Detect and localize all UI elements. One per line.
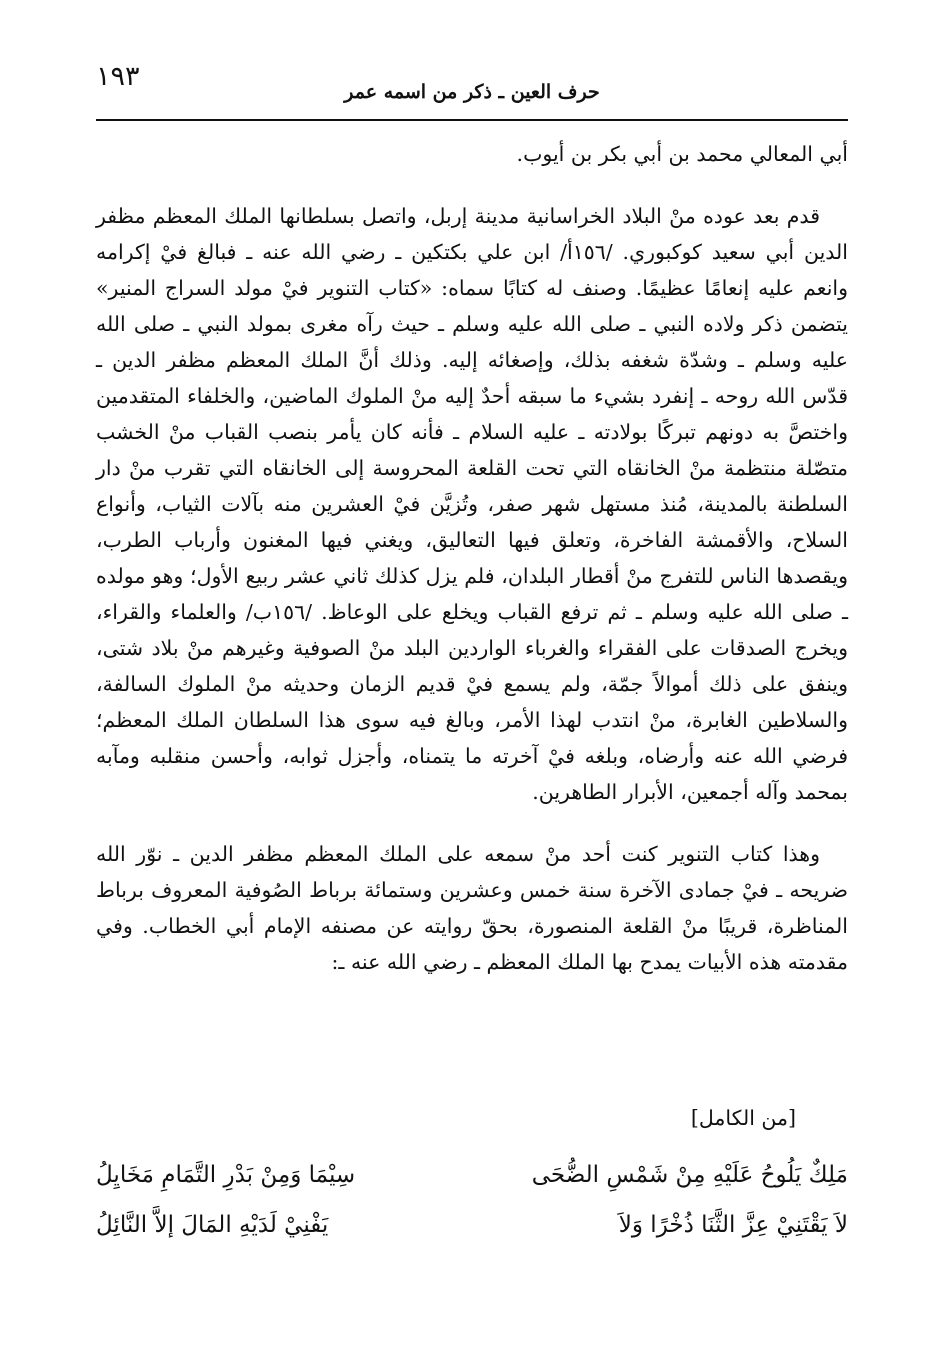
book-page [96, 52, 848, 1342]
verse-2 [96, 1200, 848, 1250]
poem [96, 1150, 848, 1250]
verse-1 [96, 1150, 848, 1200]
paragraph-continuation: أبي المعالي محمد بن أبي بكر بن أيوب. [516, 142, 848, 166]
page-header [96, 52, 848, 112]
meter-label: [من الكامل] [690, 1106, 796, 1130]
hemistich-second: سِيْمَا وَمِنْ بَدْرِ التَّمَامِ مَخَايِلُ [96, 1162, 356, 1188]
paragraph-tanwir: وهذا كتاب التنوير كنت أحد منْ سمعه على الملك المعظم مظفر الدين ـ نوّر الله ضريحه ـ فيْ جمادى الآخرة سنة خمس وعشرين وستمائة برباط الصُوفية المعروف برباط المناظرة، قريبًا منْ القلعة المنصورة، بحقّ روايته عن مصنفه الإمام أبي الخطاب. وفي مقدمته هذه الأبيات يمدح بها الملك المعظم ـ رضي الله عنه ـ: [96, 842, 848, 974]
body-text [96, 136, 848, 1006]
header-rule [96, 119, 848, 121]
hemistich-first: مَلِكٌ يَلُوحُ عَلَيْهِ مِنْ شَمْسِ الضُّحَى [531, 1162, 848, 1188]
paragraph-biography: قدم بعد عوده منْ البلاد الخراسانية مدينة إربل، واتصل بسلطانها الملك المعظم مظفر الدين أبي سعيد كوكبوري. /١٥٦أ/ ابن علي بكتكين ـ رضي الله عنه ـ فبالغ فيْ إكرامه وانعم عليه إنعامًا عظيمًا. وصنف له كتابًا سماه: «كتاب التنوير فيْ مولد السراج المنير» يتضمن ذكر ولاده النبي ـ صلى الله عليه وسلم ـ حيث رآه مغرى بمولد النبي ـ صلى الله عليه وسلم ـ وشدّة شغفه بذلك، وإصغائه إليه. وذلك أنَّ الملك المعظم مظفر الدين ـ قدّس الله روحه ـ إنفرد بشيء ما سبقه أحدٌ إليه منْ الملوك الماضين، والخلفاء المتقدمين واختصَّ به دونهم تبركًا بولادته ـ عليه السلام ـ فأنه كان يأمر بنصب القباب منْ الخشب متصّلة منتظمة منْ الخانقاه التي تحت القلعة المحروسة إلى الخانقاه التي تقرب منْ دار السلطنة بالمدينة، مُنذ مستهل شهر صفر، وتُزيَّن فيْ العشرين منه بآلات الثياب، وأنواع السلاح، والأقمشة الفاخرة، وتعلق فيها التعاليق، ويغني فيها المغنون وأرباب الطرب، ويقصدها الناس للتفرج منْ أقطار البلدان، فلم يزل كذلك ثاني عشر ربيع الأول؛ وهو مولده ـ صلى الله عليه وسلم ـ ثم ترفع القباب ويخلع على الوعاظ. /١٥٦ب/ والعلماء والقراء، ويخرج الصدقات على الفقراء والغرباء الواردين البلد منْ الصوفية وغيرهم منْ بلاد شتى، وينفق على ذلك أموالاً جمّة، ولم يسمع فيْ قديم الزمان وحديثه منْ الملوك السالفة، والسلاطين الغابرة، منْ انتدب لهذا الأمر، وبالغ فيه سوى هذا السلطان الملك المعظم؛ فرضي الله عنه وأرضاه، وبلغه فيْ آخرته ما يتمناه، وأجزل ثوابه، وأحسن منقلبه ومآبه بمحمد وآله أجمعين، الأبرار الطاهرين. [96, 204, 849, 804]
page-number: ١٩٣ [96, 61, 140, 92]
running-head: حرف العين ـ ذكر من اسمه عمر [344, 81, 600, 103]
poem-meter [96, 1100, 848, 1136]
hemistich-first: لاَ يَقْتَنِيْ عِزَّ الثَّنَا ذُخْرًا وَلاَ [618, 1212, 848, 1238]
hemistich-second: يَفْنِيْ لَدَيْهِ المَالَ إلاَّ النَّائِلُ [96, 1212, 329, 1238]
